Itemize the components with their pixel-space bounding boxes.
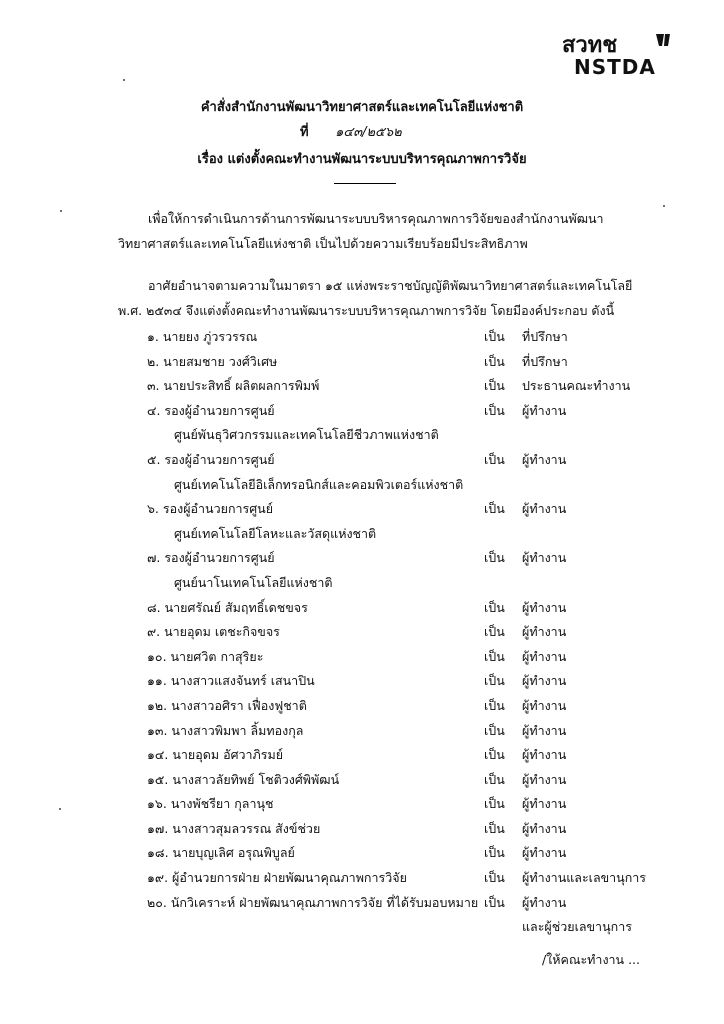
list-item: ๑๐. นายศวิต กาสุริยะ เป็น ผู้ทำงาน: [147, 648, 567, 664]
list-item: ๒. นายสมชาย วงศ์วิเศษ เป็น ที่ปรึกษา: [147, 353, 568, 369]
order-number: [300, 121, 402, 142]
order-title: คำสั่งสำนักงานพัฒนาวิทยาศาสตร์และเทคโนโลยีแห่งชาติ: [200, 100, 524, 115]
list-item: ๑๒. นางสาวอศิรา เฟื่องฟูชาติ เป็น ผู้ทำงาน: [147, 697, 567, 713]
order-number-label: ที่: [300, 125, 309, 140]
list-item: ๑๕. นางสาวลัยทิพย์ โชติวงศ์พิพัฒน์ เป็น ผู้ทำงาน: [147, 771, 567, 787]
nstda-logo-mark: [560, 30, 680, 80]
scan-speck: [663, 205, 665, 207]
scan-speck: [59, 808, 61, 810]
list-item: ๑๖. นางพัชรียา กุลานุช เป็น ผู้ทำงาน: [147, 796, 567, 812]
list-item: ๑๔. นายอุดม อัศวาภิรมย์ เป็น ผู้ทำงาน: [147, 747, 567, 763]
list-item: ๖. รองผู้อำนวยการศูนย์ เป็น ผู้ทำงาน: [147, 501, 567, 517]
list-item: ๓. นายประสิทธิ์ ผลิตผลการพิมพ์ เป็น ประธานคณะทำงาน: [147, 378, 631, 394]
paragraph-authority-text: อาศัยอำนาจตามความในมาตรา ๑๕ แห่งพระราชบัญญัติพัฒนาวิทยาศาสตร์และเทคโนโลยี พ.ศ. ๒๕๓๔ จึงแต่งตั้งคณะทำงานพัฒนาระบบบริหารคุณภาพการวิจัย โดยมีองค์ประกอบ ดังนี้: [118, 278, 633, 318]
continuation-note: /ให้คณะทำงาน ...: [541, 952, 640, 967]
list-item: ๑๙. ผู้อำนวยการฝ่าย ฝ่ายพัฒนาคุณภาพการวิจัย เป็น ผู้ทำงานและเลขานุการ: [147, 870, 647, 886]
list-item: ๗. รองผู้อำนวยการศูนย์ เป็น ผู้ทำงาน: [147, 550, 567, 566]
list-item: ๔. รองผู้อำนวยการศูนย์ เป็น ผู้ทำงาน: [147, 402, 567, 418]
paragraph-purpose: [118, 206, 643, 256]
nstda-logo: [560, 30, 680, 80]
order-subject: เรื่อง แต่งตั้งคณะทำงานพัฒนาระบบบริหารคุณภาพการวิจัย: [197, 152, 527, 167]
title-divider: [334, 183, 396, 184]
list-item-affiliation: ศูนย์นาโนเทคโนโลยีแห่งชาติ: [174, 574, 333, 590]
list-item: ๙. นายอุดม เตชะกิจขจร เป็น ผู้ทำงาน: [147, 624, 567, 640]
member-list: [0, 327, 724, 942]
list-item-affiliation: ศูนย์เทคโนโลยีโลหะและวัสดุแห่งชาติ: [174, 525, 377, 541]
list-item: ๒๐. นักวิเคราะห์ ฝ่ายพัฒนาคุณภาพการวิจัย ที่ได้รับมอบหมาย เป็น ผู้ทำงาน: [147, 894, 567, 910]
order-number-value: ๑๔๓/๒๕๖๒: [335, 125, 402, 140]
list-item-affiliation: ศูนย์พันธุวิศวกรรมและเทคโนโลยีชีวภาพแห่งชาติ: [174, 427, 439, 443]
list-item: ๑๑. นางสาวแสงจันทร์ เสนาปิน เป็น ผู้ทำงาน: [147, 673, 567, 689]
list-item: ๕. รองผู้อำนวยการศูนย์ เป็น ผู้ทำงาน: [147, 451, 567, 467]
scan-speck: [60, 210, 62, 212]
paragraph-purpose-text: เพื่อให้การดำเนินการด้านการพัฒนาระบบบริหารคุณภาพการวิจัยของสำนักงานพัฒนาวิทยาศาสตร์และเทคโนโลยีแห่งชาติ เป็นไปด้วยความเรียบร้อยมีประสิทธิภาพ: [118, 211, 604, 251]
logo-thai-text: สวทช: [562, 33, 618, 58]
list-item: ๑๘. นายบุญเลิศ อรุณพิบูลย์ เป็น ผู้ทำงาน: [147, 845, 567, 861]
list-item-role-continued: และผู้ช่วยเลขานุการ: [522, 919, 632, 935]
scan-speck: [123, 79, 125, 81]
logo-latin-text: NSTDA: [574, 55, 656, 79]
list-item: ๑๓. นางสาวพิมพา ลิ้มทองกุล เป็น ผู้ทำงาน: [147, 722, 567, 738]
list-item: ๘. นายศรัณย์ สัมฤทธิ์เดชขจร เป็น ผู้ทำงาน: [147, 599, 567, 615]
list-item: ๑๗. นางสาวสุมลวรรณ สังข์ช่วย เป็น ผู้ทำงาน: [147, 820, 567, 836]
list-item: ๑. นายยง ภู่วรวรรณ เป็น ที่ปรึกษา: [147, 329, 568, 344]
list-item-affiliation: ศูนย์เทคโนโลยีอิเล็กทรอนิกส์และคอมพิวเตอร์แห่งชาติ: [174, 476, 464, 492]
paragraph-authority: [118, 273, 643, 323]
